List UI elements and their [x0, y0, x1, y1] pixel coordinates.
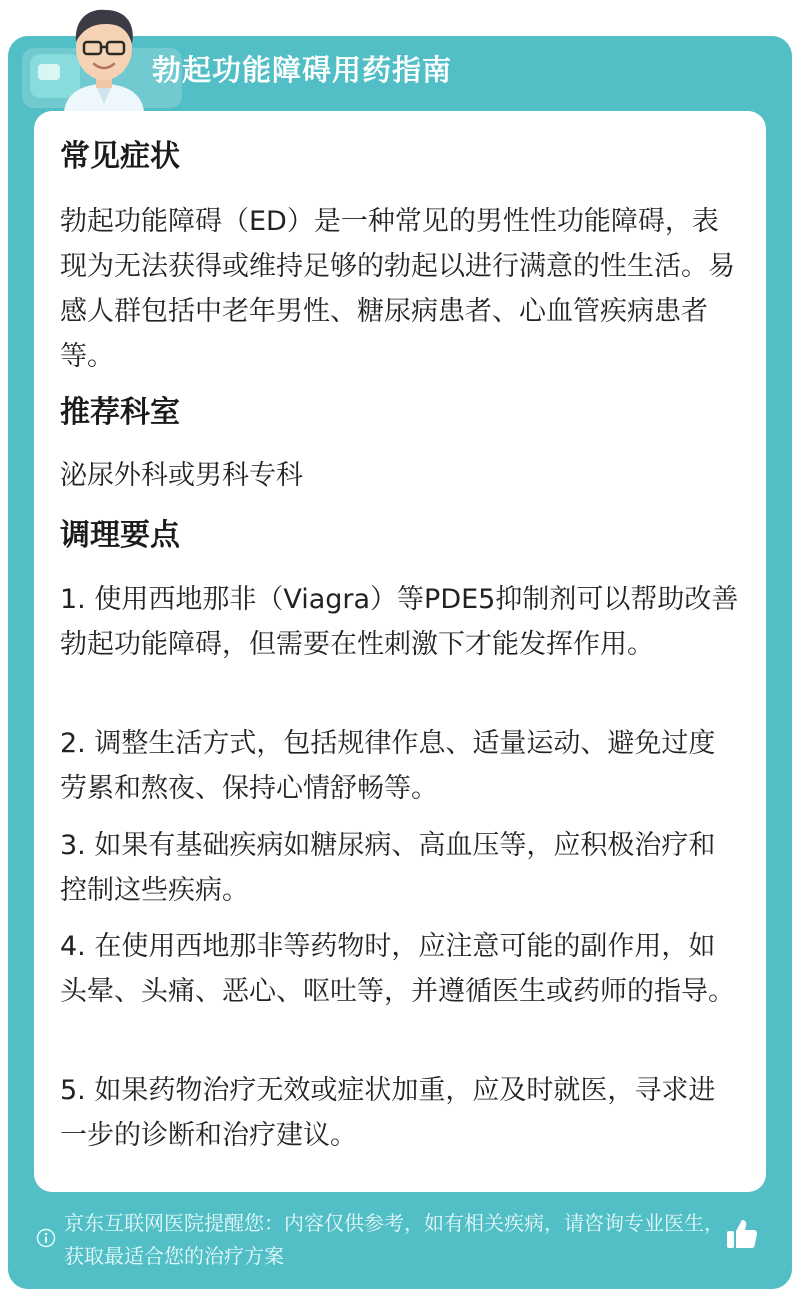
- symptoms-body: 勃起功能障碍（ED）是一种常见的男性性功能障碍，表现为无法获得或维持足够的勃起以进行满意的性生活。易感人群包括中老年男性、糖尿病患者、心血管疾病患者等。: [60, 206, 735, 372]
- symptoms-title: 常见症状: [60, 139, 180, 174]
- care-item-1: 1. 使用西地那非（Viagra）等PDE5抑制剂可以帮助改善勃起功能障碍，但需要在性刺激下才能发挥作用。: [60, 584, 739, 660]
- care-item-4: 4. 在使用西地那非等药物时，应注意可能的副作用，如头晕、头痛、恶心、呕吐等，并遵循医生或药师的指导。: [60, 931, 735, 1007]
- info-icon: [36, 1228, 56, 1248]
- department-body: 泌尿外科或男科专科: [60, 460, 303, 491]
- care-item-2: 2. 调整生活方式，包括规律作息、适量运动、避免过度劳累和熬夜、保持心情舒畅等。: [60, 728, 716, 804]
- disclaimer-text: 京东互联网医院提醒您：内容仅供参考，如有相关疾病，请咨询专业医生，获取最适合您的治疗方案: [64, 1211, 724, 1268]
- department-title: 推荐科室: [60, 395, 180, 430]
- thumbs-up-icon[interactable]: [724, 1216, 760, 1252]
- content-card: [34, 111, 766, 1192]
- care-title: 调理要点: [60, 518, 180, 553]
- page-title: 勃起功能障碍用药指南: [152, 53, 453, 87]
- care-item-5: 5. 如果药物治疗无效或症状加重，应及时就医，寻求进一步的诊断和治疗建议。: [60, 1075, 716, 1151]
- care-item-3: 3. 如果有基础疾病如糖尿病、高血压等，应积极治疗和控制这些疾病。: [60, 830, 716, 906]
